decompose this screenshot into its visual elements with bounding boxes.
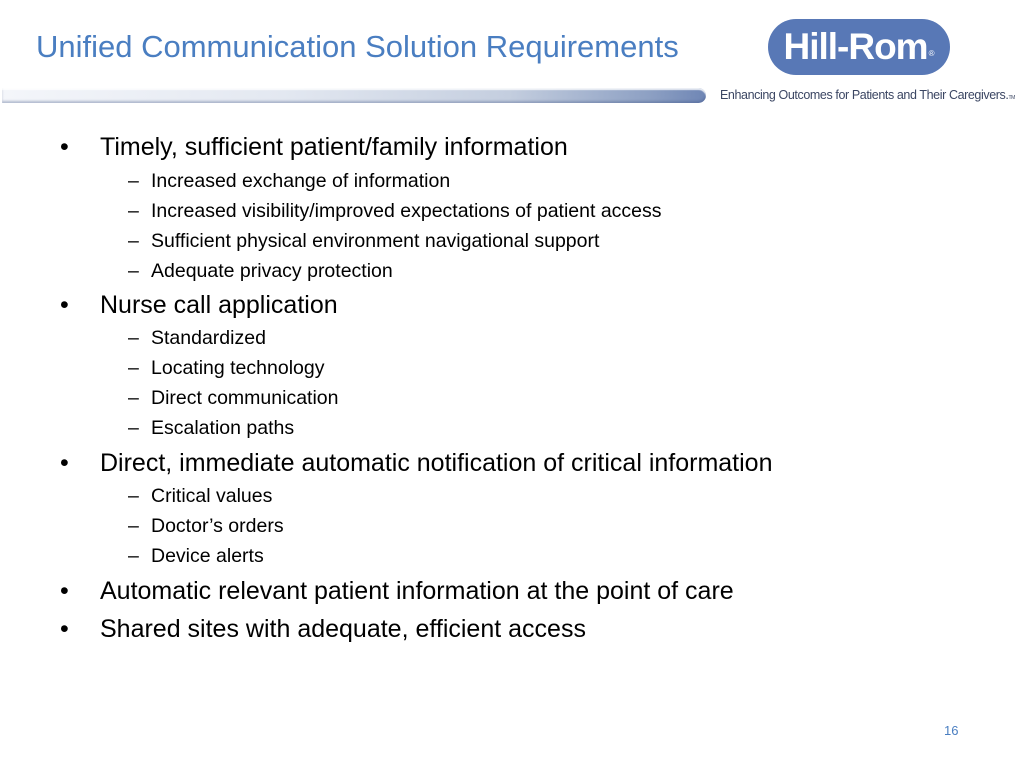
logo-text: Hill-Rom: [783, 26, 928, 67]
logo-tagline: [720, 88, 1015, 102]
dash-marker: –: [128, 545, 139, 567]
bullet-text: Automatic relevant patient information at the point of care: [100, 577, 734, 605]
slide-title: Unified Communication Solution Requirements: [36, 29, 679, 64]
bullet-marker: •: [60, 615, 69, 643]
sub-bullet-text: Doctor’s orders: [151, 515, 284, 537]
page-number: 16: [944, 723, 959, 738]
sub-bullet-text: Escalation paths: [151, 417, 295, 439]
bullet-text: Nurse call application: [100, 291, 338, 319]
sub-bullet-text: Sufficient physical environment navigational support: [151, 230, 600, 252]
bullet-marker: •: [60, 577, 69, 605]
title-underline-bar: [2, 88, 706, 103]
dash-marker: –: [128, 327, 139, 349]
dash-marker: –: [128, 200, 139, 222]
bullet-text: Shared sites with adequate, efficient access: [100, 615, 586, 643]
bullet-marker: •: [60, 133, 69, 161]
dash-marker: –: [128, 387, 139, 409]
bullet-marker: •: [60, 449, 69, 477]
tagline-text: Enhancing Outcomes for Patients and Their Caregivers.: [720, 88, 1009, 102]
dash-marker: –: [128, 260, 139, 282]
dash-marker: –: [128, 515, 139, 537]
sub-bullet-text: Device alerts: [151, 545, 264, 567]
sub-bullet-text: Standardized: [151, 327, 266, 349]
bullet-text: Direct, immediate automatic notification of critical information: [100, 449, 773, 477]
bullet-text: Timely, sufficient patient/family information: [100, 133, 568, 161]
tagline-trademark: TM: [1008, 95, 1015, 101]
sub-bullet-text: Adequate privacy protection: [151, 260, 393, 282]
logo-registered-mark: ®: [928, 48, 935, 58]
dash-marker: –: [128, 357, 139, 379]
dash-marker: –: [128, 230, 139, 252]
sub-bullet-text: Locating technology: [151, 357, 325, 379]
dash-marker: –: [128, 485, 139, 507]
sub-bullet-text: Increased visibility/improved expectations of patient access: [151, 200, 662, 222]
sub-bullet-text: Critical values: [151, 485, 273, 507]
sub-bullet-text: Increased exchange of information: [151, 170, 451, 192]
bullet-marker: •: [60, 291, 69, 319]
sub-bullet-text: Direct communication: [151, 387, 339, 409]
dash-marker: –: [128, 170, 139, 192]
dash-marker: –: [128, 417, 139, 439]
hill-rom-logo: [768, 19, 950, 75]
